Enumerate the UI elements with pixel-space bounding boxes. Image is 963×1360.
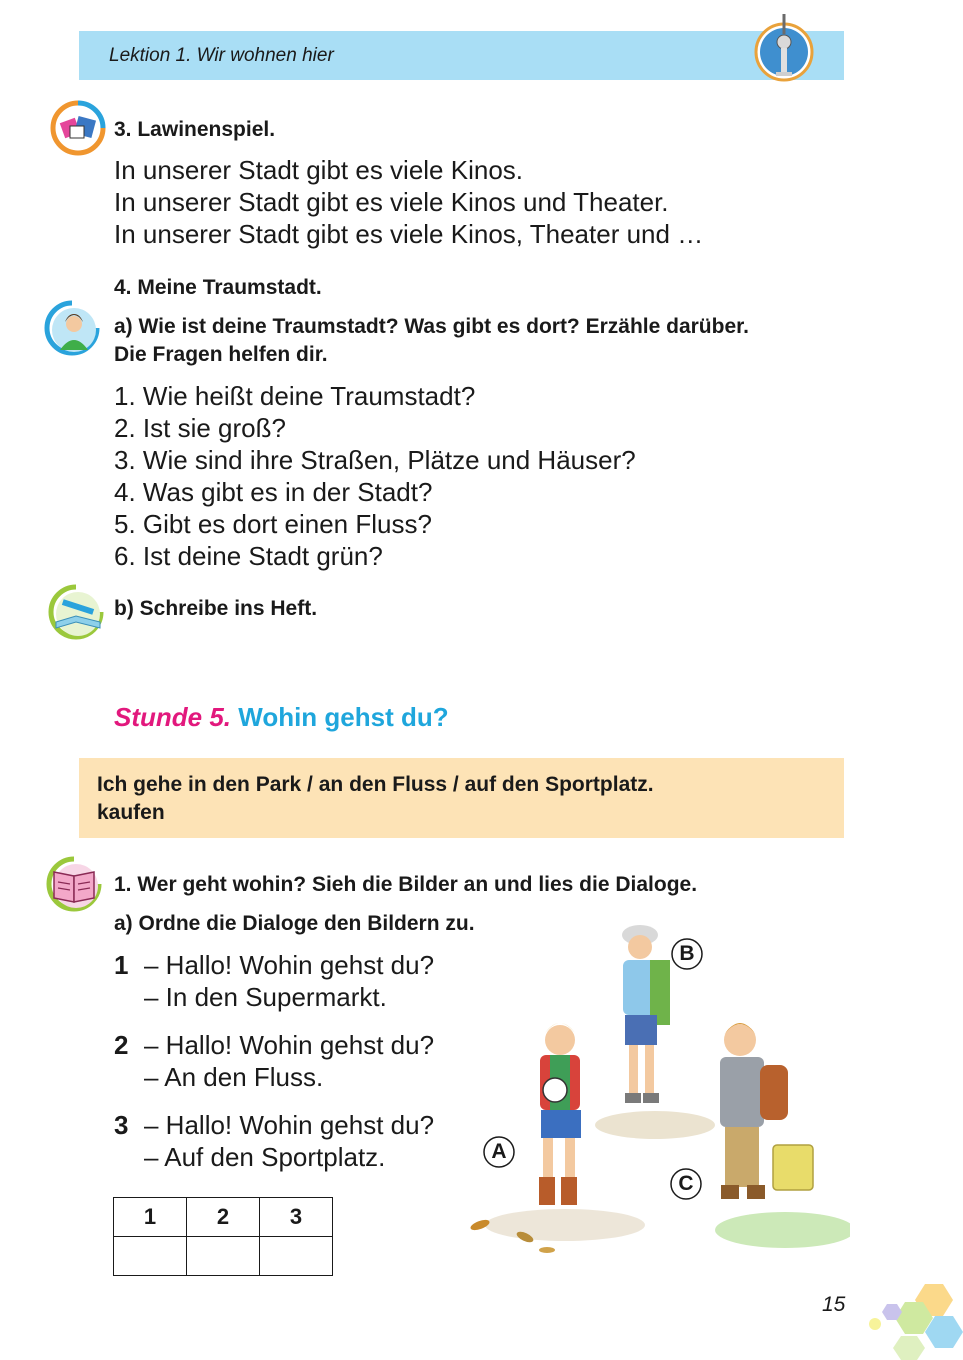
answer-cell-1[interactable] [114,1237,187,1276]
lesson-number: Stunde 5. [114,702,232,732]
question-6: 6. Ist deine Stadt grün? [114,541,383,571]
boy-b-figure [622,925,670,1103]
exercise-3-title: 3. Lawinenspiel. [114,118,276,141]
exercise-3-line-1: In unserer Stadt gibt es viele Kinos. [114,155,524,185]
answer-cell-2[interactable] [187,1237,260,1276]
dialog-3-number: 3 [114,1110,129,1140]
boy-a-figure [539,1023,581,1205]
vocabulary-line-1: Ich gehe in den Park / an den Fluss / auf den Sportplatz. [97,773,654,796]
exercise-4a-instruction-line-1: a) Wie ist deine Traumstadt? Was gibt es dort? Erzähle darüber. [114,315,749,338]
answer-table-header-3: 3 [260,1198,333,1237]
dialog-1-line-2: – In den Supermarkt. [144,982,387,1012]
dialog-3-line-1: – Hallo! Wohin gehst du? [144,1110,435,1140]
exercise-4a-instruction-line-2: Die Fragen helfen dir. [114,343,328,366]
answer-table-header-1: 1 [114,1198,187,1237]
picture-label-c: C [678,1172,694,1195]
picture-label-b: B [679,942,695,965]
lesson-heading-title: Wohin gehst du? [238,702,449,732]
answer-cell-3[interactable] [260,1237,333,1276]
boy-c-figure [720,1023,813,1199]
lesson-heading [114,702,449,733]
vocabulary-box [79,758,844,838]
game-cards-icon [50,100,106,156]
dialog-2-line-2: – An den Fluss. [144,1062,324,1092]
exercise-1-title: 1. Wer geht wohin? Sieh die Bilder an und lies die Dialoge. [114,873,698,896]
exercise-1a-instruction: a) Ordne die Dialoge den Bildern zu. [114,912,475,935]
page-number: 15 [822,1293,846,1316]
lesson-title: Lektion 1. Wir wohnen hier [109,45,334,66]
tv-tower-icon [752,10,816,82]
question-4: 4. Was gibt es in der Stadt? [114,477,433,507]
dialog-1-line-1: – Hallo! Wohin gehst du? [144,950,435,980]
writing-pen-icon [48,584,104,640]
picture-label-a: A [491,1140,507,1163]
exercise-4-title: 4. Meine Traumstadt. [114,276,322,299]
reading-book-icon [46,856,102,912]
dialog-3-line-2: – Auf den Sportplatz. [144,1142,386,1172]
exercise-4b-instruction: b) Schreibe ins Heft. [114,597,318,620]
question-3: 3. Wie sind ihre Straßen, Plätze und Häuser? [114,445,636,475]
speaking-child-icon [44,300,100,356]
dialog-2-number: 2 [114,1030,129,1060]
children-illustration [455,915,850,1265]
dialog-2-line-1: – Hallo! Wohin gehst du? [144,1030,435,1060]
exercise-3-line-2: In unserer Stadt gibt es viele Kinos und Theater. [114,187,669,217]
answer-table [113,1197,333,1276]
question-5: 5. Gibt es dort einen Fluss? [114,509,432,539]
question-2: 2. Ist sie groß? [114,413,286,443]
question-1: 1. Wie heißt deine Traumstadt? [114,381,476,411]
answer-table-header-2: 2 [187,1198,260,1237]
decorative-hexagons [865,1282,963,1360]
exercise-3-line-3: In unserer Stadt gibt es viele Kinos, Theater und … [114,219,704,249]
dialog-1-number: 1 [114,950,129,980]
vocabulary-line-2: kaufen [97,801,165,824]
